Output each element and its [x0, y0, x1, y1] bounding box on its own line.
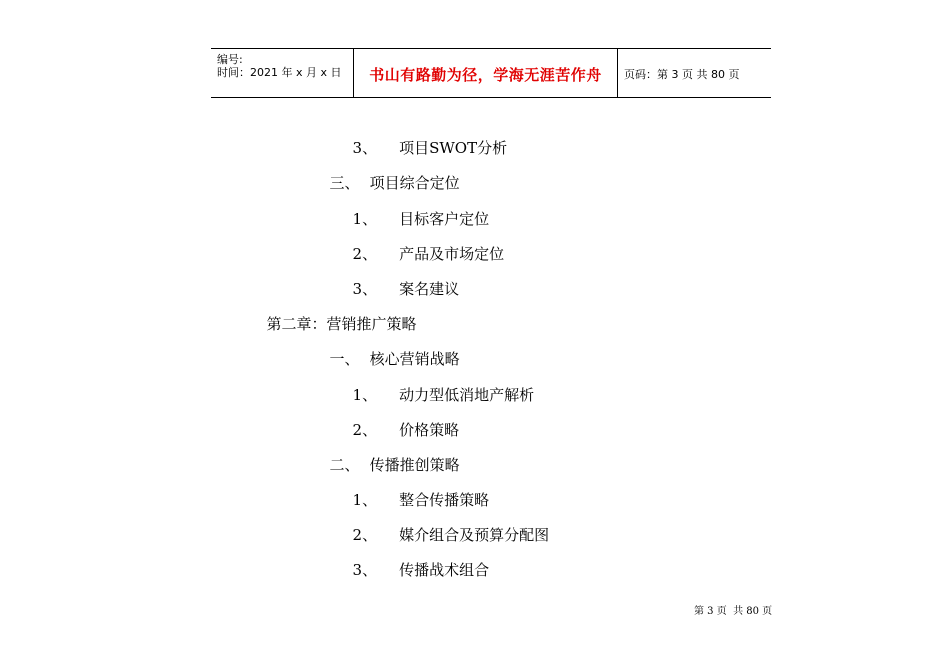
toc-entry	[320, 332, 460, 368]
toc-number: 3、	[352, 139, 378, 157]
toc-text: 媒介组合及预算分配图	[399, 526, 550, 544]
toc-number: 三、	[329, 174, 360, 192]
toc-number: 2、	[352, 526, 378, 544]
toc-text: 传播战术组合	[399, 561, 490, 579]
toc-number: 1、	[352, 491, 378, 509]
toc-text: 案名建议	[399, 280, 460, 298]
toc-number: 二、	[329, 456, 360, 474]
footer-page-number: 第 3 页 共 80 页	[694, 606, 773, 617]
toc-number: 3、	[352, 280, 378, 298]
toc-chapter-title: 第二章：营销推广策略	[266, 315, 417, 333]
toc-text: 核心营销战略	[369, 350, 460, 368]
toc-text: 产品及市场定位	[399, 245, 505, 263]
toc-entry	[343, 262, 459, 298]
time-label: 时间：2021 年 x 月 x 日	[217, 66, 342, 79]
toc-entry	[320, 438, 460, 474]
toc-text: 传播推创策略	[369, 456, 460, 474]
toc-text: 项目SWOT分析	[399, 139, 508, 157]
header-motto: 书山有路勤为径，学海无涯苦作舟	[369, 66, 602, 84]
header-motto-cell	[354, 49, 618, 97]
toc-number: 1、	[352, 210, 378, 228]
toc-entry	[343, 192, 489, 228]
toc-entry	[320, 156, 460, 192]
toc-text: 整合传播策略	[399, 491, 490, 509]
toc-text: 动力型低消地产解析	[399, 386, 535, 404]
toc-entry	[343, 368, 534, 404]
page-header	[211, 48, 771, 98]
toc-entry	[343, 508, 549, 544]
toc-text: 项目综合定位	[369, 174, 460, 192]
toc-entry	[343, 121, 507, 157]
toc-text: 价格策略	[399, 421, 460, 439]
toc-number: 2、	[352, 245, 378, 263]
header-page-code: 页码：第 3 页 共 80 页	[624, 68, 740, 81]
toc-entry	[343, 473, 489, 509]
number-label: 编号:	[217, 53, 243, 66]
toc-number: 3、	[352, 561, 378, 579]
toc-text: 目标客户定位	[399, 210, 490, 228]
toc-number: 2、	[352, 421, 378, 439]
toc-number: 1、	[352, 386, 378, 404]
header-info-cell	[211, 49, 354, 97]
toc-entry	[343, 227, 504, 263]
toc-entry	[343, 543, 489, 579]
toc-chapter	[257, 297, 417, 333]
header-page-cell	[618, 49, 771, 97]
toc-entry	[343, 403, 459, 439]
toc-number: 一、	[329, 350, 360, 368]
